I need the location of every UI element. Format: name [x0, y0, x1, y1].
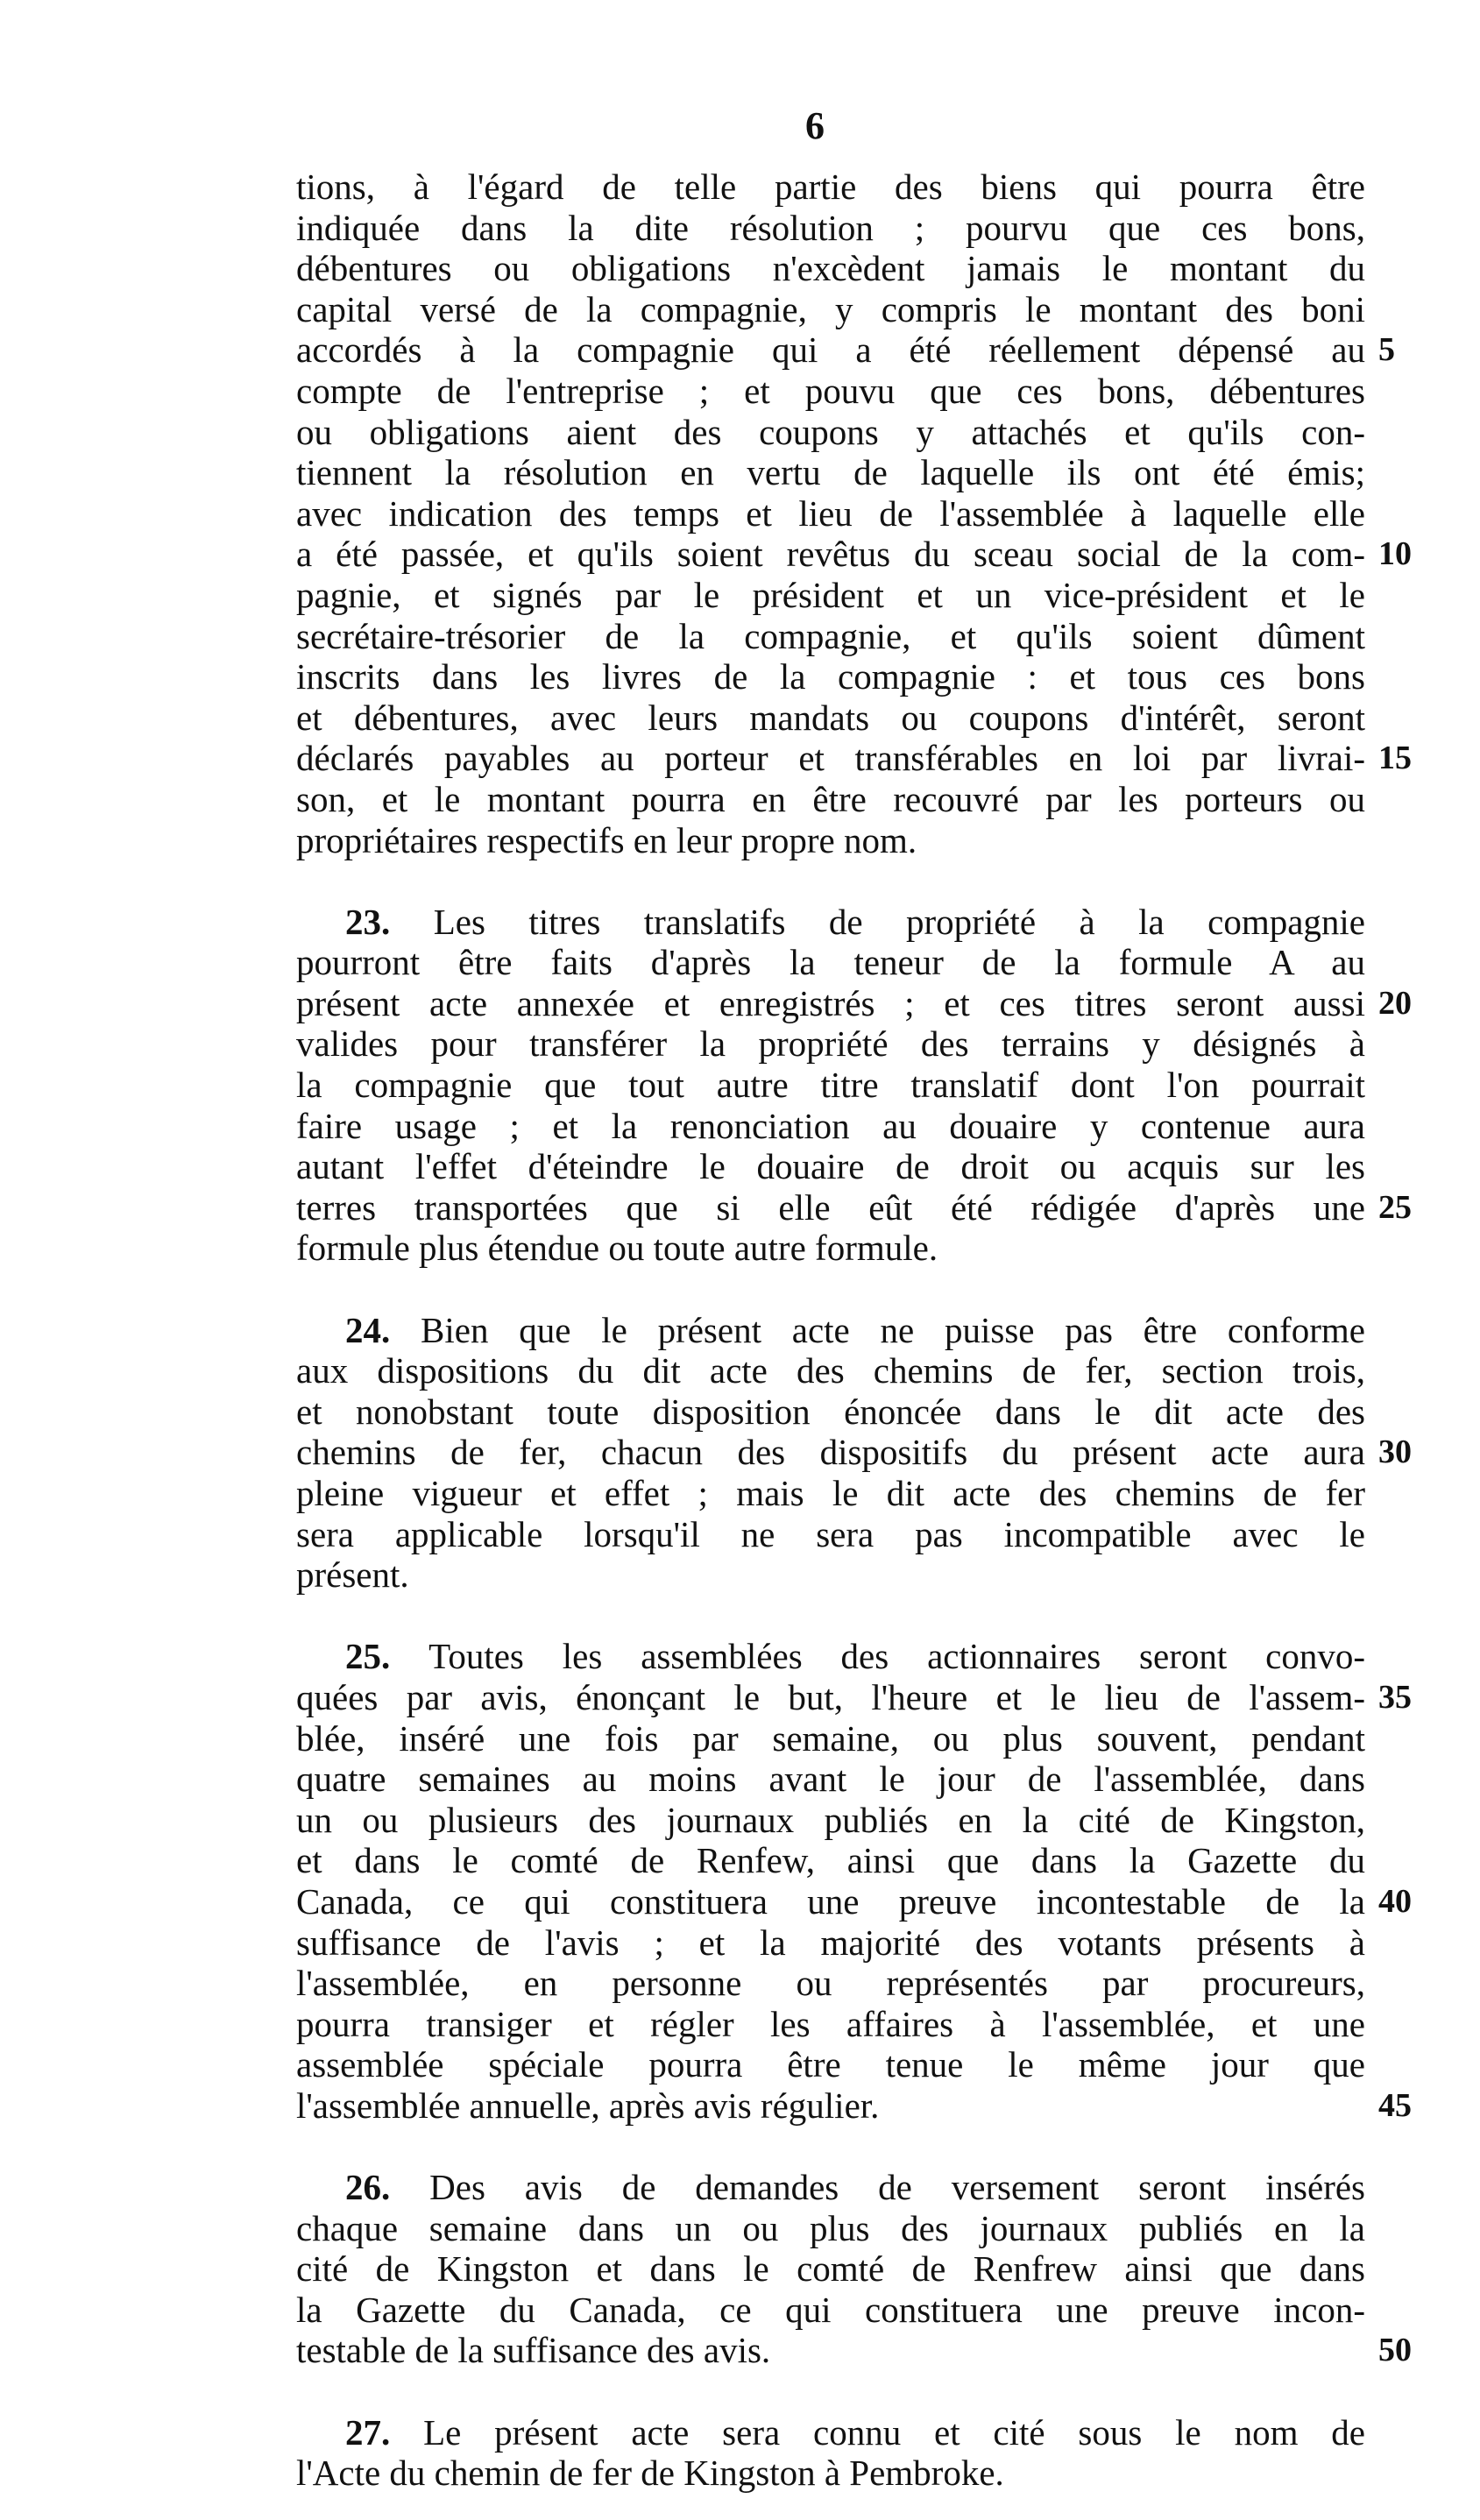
- line-text: pleine vigueur et effet ; mais le dit acte des chemins de fer: [296, 1473, 1365, 1513]
- line-text: la Gazette du Canada, ce qui constituera une preuve incon-: [296, 2289, 1365, 2330]
- text-line: [296, 166, 1365, 208]
- body-text: [296, 166, 1412, 2494]
- text-line: [296, 2208, 1365, 2249]
- text-line: [296, 1840, 1365, 1881]
- section-number: 26.: [345, 2167, 430, 2208]
- text-line: [296, 534, 1412, 575]
- line-text: autant l'effet d'éteindre le douaire de droit ou acquis sur les: [296, 1146, 1365, 1187]
- line-text: suffisance de l'avis ; et la majorité des votants présents à: [296, 1922, 1365, 1963]
- margin-line-number: 5: [1378, 331, 1395, 369]
- text-line: [296, 697, 1365, 739]
- paragraph-spacer: [296, 2371, 1365, 2412]
- text-line: [296, 289, 1365, 330]
- line-text: l'assemblée, en personne ou représentés par procureurs,: [296, 1963, 1365, 2004]
- text-line: [296, 412, 1365, 453]
- line-text: et débentures, avec leurs mandats ou coupons d'intérêt, seront: [296, 697, 1365, 738]
- text-line: [296, 2044, 1365, 2085]
- paragraph-continued: [296, 166, 1412, 860]
- text-line: [296, 208, 1365, 249]
- line-text: Des avis de demandes de versement seront insérés: [429, 2167, 1365, 2208]
- line-text: l'Acte du chemin de fer de Kingston à Pembroke.: [296, 2453, 1004, 2494]
- page-number: 6: [805, 104, 825, 147]
- text-line: [296, 1310, 1365, 1351]
- text-line: [296, 371, 1365, 412]
- line-text: terres transportées que si elle eût été rédigée d'après une: [296, 1186, 1365, 1228]
- line-text: capital versé de la compagnie, y compris le montant des boni: [296, 288, 1365, 329]
- text-line: [296, 1922, 1365, 1964]
- line-text: aux dispositions du dit acte des chemins de fer, section trois,: [296, 1350, 1365, 1391]
- line-text: valides pour transférer la propriété des terrains y désignés à: [296, 1023, 1365, 1065]
- line-text: débentures ou obligations n'excèdent jamais le montant du: [296, 248, 1365, 289]
- line-text: et nonobstant toute disposition énoncée dans le dit acte des: [296, 1391, 1365, 1432]
- section-number: 25.: [345, 1636, 429, 1677]
- line-text: l'assemblée annuelle, après avis régulier.: [296, 2085, 880, 2126]
- margin-line-number: 10: [1378, 535, 1412, 573]
- line-text: indiquée dans la dite résolution ; pourvu que ces bons,: [296, 207, 1365, 248]
- line-text: a été passée, et qu'ils soient revêtus du sceau social de la com-: [296, 534, 1365, 575]
- text-line: [296, 820, 1365, 861]
- line-text: formule plus étendue ou toute autre formule.: [296, 1228, 938, 1269]
- text-line: [296, 1473, 1365, 1514]
- line-text: accordés à la compagnie qui a été réellement dépensé au: [296, 329, 1365, 371]
- paragraph-spacer: [296, 2127, 1365, 2168]
- text-line: [296, 1718, 1365, 1759]
- section-27: [296, 2412, 1365, 2494]
- text-line: [296, 1554, 1365, 1596]
- line-text: blée, inséré une fois par semaine, ou plus souvent, pendant: [296, 1717, 1365, 1759]
- margin-line-number: 20: [1378, 984, 1412, 1022]
- line-text: chemins de fer, chacun des dispositifs du présent acte aura: [296, 1432, 1365, 1473]
- text-line: [296, 575, 1365, 616]
- line-text: testable de la suffisance des avis.: [296, 2330, 771, 2371]
- line-text: compte de l'entreprise ; et pouvu que ces bons, débentures: [296, 370, 1365, 411]
- line-text: déclarés payables au porteur et transférables en loi par livrai-: [296, 738, 1365, 779]
- margin-line-number: 50: [1378, 2332, 1412, 2369]
- line-text: cité de Kingston et dans le comté de Renfrew ainsi que dans: [296, 2248, 1365, 2290]
- text-line: [296, 2004, 1365, 2045]
- text-line: [296, 1432, 1412, 1473]
- section-number: 27.: [345, 2411, 424, 2453]
- line-text: chaque semaine dans un ou plus des journaux publiés en la: [296, 2207, 1365, 2248]
- margin-line-number: 25: [1378, 1188, 1412, 1226]
- line-text: tiennent la résolution en vertu de laquelle ils ont été émis;: [296, 452, 1365, 493]
- line-text: et dans le comté de Renfew, ainsi que dans la Gazette du: [296, 1840, 1365, 1881]
- text-line: [296, 656, 1365, 697]
- text-line: [296, 329, 1395, 371]
- margin-line-number: 40: [1378, 1882, 1412, 1920]
- text-line: [296, 2330, 1412, 2371]
- line-text: assemblée spéciale pourra être tenue le même jour que: [296, 2044, 1365, 2085]
- text-line: [296, 2167, 1365, 2208]
- text-line: [296, 902, 1365, 943]
- line-text: inscrits dans les livres de la compagnie : et tous ces bons: [296, 656, 1365, 697]
- text-line: [296, 1636, 1365, 1677]
- line-text: quées par avis, énonçant le but, l'heure et le lieu de l'assem-: [296, 1676, 1365, 1717]
- paragraph-spacer: [296, 860, 1365, 902]
- paragraph-spacer: [296, 1269, 1365, 1310]
- text-line: [296, 1106, 1365, 1147]
- text-line: [296, 779, 1365, 820]
- text-line: [296, 738, 1412, 779]
- line-text: Toutes les assemblées des actionnaires seront convo-: [428, 1636, 1365, 1677]
- line-text: pourront être faits d'après la teneur de la formule A au: [296, 942, 1365, 983]
- line-text: quatre semaines au moins avant le jour de l'assemblée, dans: [296, 1759, 1365, 1800]
- text-line: [296, 1800, 1365, 1841]
- line-text: propriétaires respectifs en leur propre nom.: [296, 819, 917, 860]
- line-text: son, et le montant pourra en être recouvré par les porteurs ou: [296, 778, 1365, 819]
- text-line: [296, 1065, 1365, 1106]
- text-line: [296, 2248, 1365, 2290]
- line-text: Le présent acte sera connu et cité sous le nom de: [423, 2411, 1365, 2453]
- text-line: [296, 493, 1365, 534]
- line-text: Canada, ce qui constituera une preuve incontestable de la: [296, 1880, 1365, 1922]
- text-line: [296, 982, 1412, 1024]
- margin-line-number: 15: [1378, 740, 1412, 777]
- line-text: un ou plusieurs des journaux publiés en la cité de Kingston,: [296, 1799, 1365, 1840]
- text-line: [296, 1023, 1365, 1065]
- line-text: Les titres translatifs de propriété à la compagnie: [433, 901, 1366, 942]
- section-25: [296, 1636, 1412, 2126]
- text-line: [296, 1676, 1412, 1718]
- section-number: 23.: [345, 901, 434, 942]
- text-line: [296, 2412, 1365, 2453]
- line-text: tions, à l'égard de telle partie des biens qui pourra être: [296, 166, 1365, 207]
- text-line: [296, 1880, 1412, 1922]
- line-text: avec indication des temps et lieu de l'assemblée à laquelle elle: [296, 492, 1365, 534]
- text-line: [296, 1514, 1365, 1555]
- section-23: [296, 901, 1412, 1269]
- text-line: [296, 2290, 1365, 2331]
- line-text: pagnie, et signés par le président et un vice-président et le: [296, 574, 1365, 615]
- text-line: [296, 2085, 1412, 2127]
- text-line: [296, 1350, 1365, 1391]
- line-text: présent acte annexée et enregistrés ; et ces titres seront aussi: [296, 982, 1365, 1023]
- line-text: Bien que le présent acte ne puisse pas être conforme: [421, 1309, 1365, 1350]
- section-24: [296, 1309, 1412, 1596]
- text-line: [296, 452, 1365, 493]
- text-line: [296, 1963, 1365, 2004]
- text-line: [296, 1228, 1365, 1269]
- line-text: la compagnie que tout autre titre translatif dont l'on pourrait: [296, 1065, 1365, 1106]
- text-line: [296, 1759, 1365, 1800]
- text-line: [296, 248, 1365, 289]
- section-number: 24.: [345, 1309, 421, 1350]
- line-text: faire usage ; et la renonciation au douaire y contenue aura: [296, 1105, 1365, 1146]
- paragraph-spacer: [296, 1596, 1365, 1637]
- line-text: ou obligations aient des coupons y attachés et qu'ils con-: [296, 411, 1365, 452]
- text-line: [296, 616, 1365, 657]
- section-26: [296, 2167, 1412, 2371]
- line-text: secrétaire-trésorier de la compagnie, et qu'ils soient dûment: [296, 615, 1365, 656]
- text-line: [296, 2453, 1365, 2494]
- text-line: [296, 1186, 1412, 1228]
- text-line: [296, 1391, 1365, 1433]
- line-text: sera applicable lorsqu'il ne sera pas incompatible avec le: [296, 1513, 1365, 1554]
- margin-line-number: 45: [1378, 2086, 1412, 2124]
- line-text: présent.: [296, 1554, 409, 1596]
- margin-line-number: 30: [1378, 1433, 1412, 1471]
- text-line: [296, 1146, 1365, 1187]
- margin-line-number: 35: [1378, 1678, 1412, 1716]
- text-line: [296, 942, 1365, 983]
- line-text: pourra transiger et régler les affaires à l'assemblée, et une: [296, 2003, 1365, 2044]
